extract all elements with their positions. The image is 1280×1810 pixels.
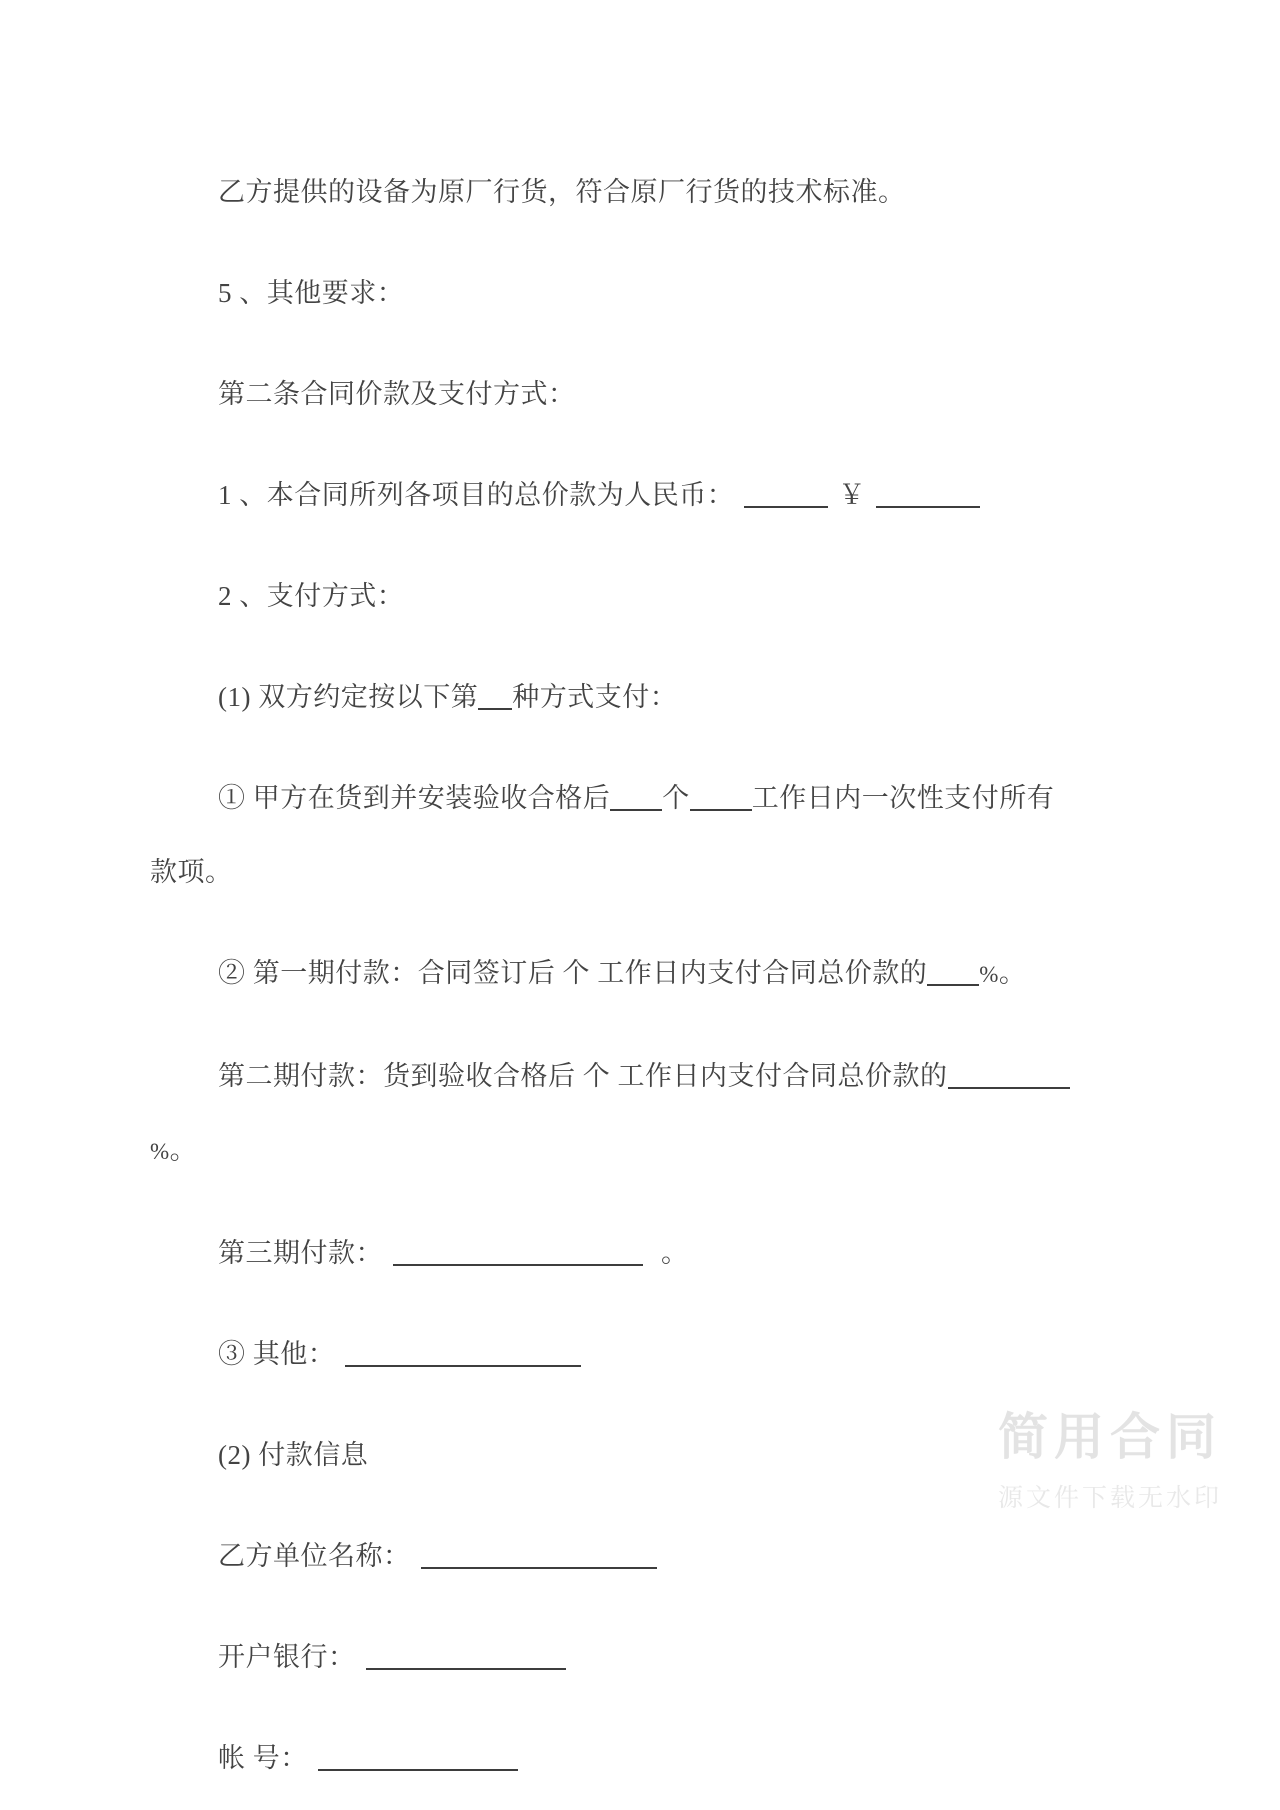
document-body bbox=[150, 128, 1070, 1810]
paragraph-third-installment bbox=[218, 1216, 1070, 1290]
paragraph-text: 乙方提供的设备为原厂行货，符合原厂行货的技术标准。 bbox=[218, 177, 906, 207]
option2-text-a: ② 第一期付款：合同签订后 个 工作日内支付合同总价款的 bbox=[218, 958, 928, 988]
second-installment-percent-sign: % bbox=[150, 1139, 170, 1164]
paragraph-equipment-standard bbox=[218, 155, 1070, 229]
option3-label: ③ 其他： bbox=[218, 1339, 336, 1369]
third-installment-period: 。 bbox=[661, 1238, 689, 1268]
paragraph-payment-info-heading bbox=[218, 1418, 1070, 1492]
first-installment-percent-blank[interactable] bbox=[927, 963, 979, 986]
paragraph-bank-name bbox=[218, 1620, 1070, 1694]
option1-text-c: 工作日内一次性支 bbox=[751, 783, 972, 813]
paragraph-option3-other bbox=[218, 1317, 1070, 1391]
option1-text-a: ① 甲方在货到并安装验收合格后 bbox=[218, 783, 611, 813]
watermark-main-text: 简用合同 bbox=[997, 1407, 1222, 1466]
watermark-sub-text: 源文件下载无水印 bbox=[997, 1483, 1222, 1512]
total-price-amount-blank[interactable] bbox=[744, 485, 828, 508]
paragraph-text: 2 、支付方式： bbox=[218, 581, 405, 611]
party-b-company-blank[interactable] bbox=[421, 1546, 657, 1569]
second-installment-period: 。 bbox=[169, 1135, 198, 1165]
option3-other-blank[interactable] bbox=[345, 1344, 581, 1367]
option1-days-blank-1[interactable] bbox=[610, 788, 662, 811]
paragraph-agreed-method bbox=[218, 660, 1070, 734]
third-installment-label: 第三期付款： bbox=[218, 1238, 383, 1268]
paragraph-text: 第二条合同价款及支付方式： bbox=[218, 379, 576, 409]
second-installment-percent-blank[interactable] bbox=[948, 1066, 1070, 1089]
agreed-method-prefix: (1) 双方约定按以下第 bbox=[218, 682, 479, 712]
currency-symbol: ￥ bbox=[838, 480, 866, 510]
bank-name-label: 开户银行： bbox=[218, 1642, 356, 1672]
party-b-company-label: 乙方单位名称： bbox=[218, 1541, 411, 1571]
paragraph-party-b-company-name bbox=[218, 1519, 1070, 1593]
first-installment-period: 。 bbox=[998, 958, 1027, 988]
paragraph-option1-lump-sum bbox=[150, 761, 1070, 909]
bank-name-blank[interactable] bbox=[366, 1647, 566, 1670]
option1-text-d: 付所有款项。 bbox=[150, 783, 1055, 887]
third-installment-blank[interactable] bbox=[393, 1243, 643, 1266]
option1-text-b: 个 bbox=[662, 783, 690, 813]
paragraph-option2-first-installment bbox=[150, 936, 1070, 1012]
paragraph-text: 5 、其他要求： bbox=[218, 278, 405, 308]
paragraph-account-number bbox=[218, 1721, 1070, 1795]
option1-days-blank-2[interactable] bbox=[690, 788, 752, 811]
total-price-label: 1 、本合同所列各项目的总价款为人民币： bbox=[218, 480, 735, 510]
paragraph-second-installment bbox=[150, 1039, 1070, 1189]
total-price-figure-blank[interactable] bbox=[876, 485, 980, 508]
paragraph-article2-heading bbox=[218, 357, 1070, 431]
agreed-method-suffix: 种方式支付： bbox=[512, 682, 678, 712]
account-number-label: 帐 号： bbox=[218, 1743, 308, 1773]
paragraph-total-price bbox=[218, 458, 1070, 532]
account-number-blank[interactable] bbox=[318, 1748, 518, 1771]
paragraph-payment-method-heading bbox=[218, 559, 1070, 633]
first-installment-percent-sign: % bbox=[979, 962, 999, 987]
second-installment-text: 第二期付款：货到验收合格后 个 工作日内支付合同总价款的 bbox=[218, 1061, 948, 1091]
paragraph-text: (2) 付款信息 bbox=[218, 1440, 369, 1470]
agreed-method-number-blank[interactable] bbox=[478, 687, 512, 710]
paragraph-section5-other-requirements bbox=[218, 256, 1070, 330]
